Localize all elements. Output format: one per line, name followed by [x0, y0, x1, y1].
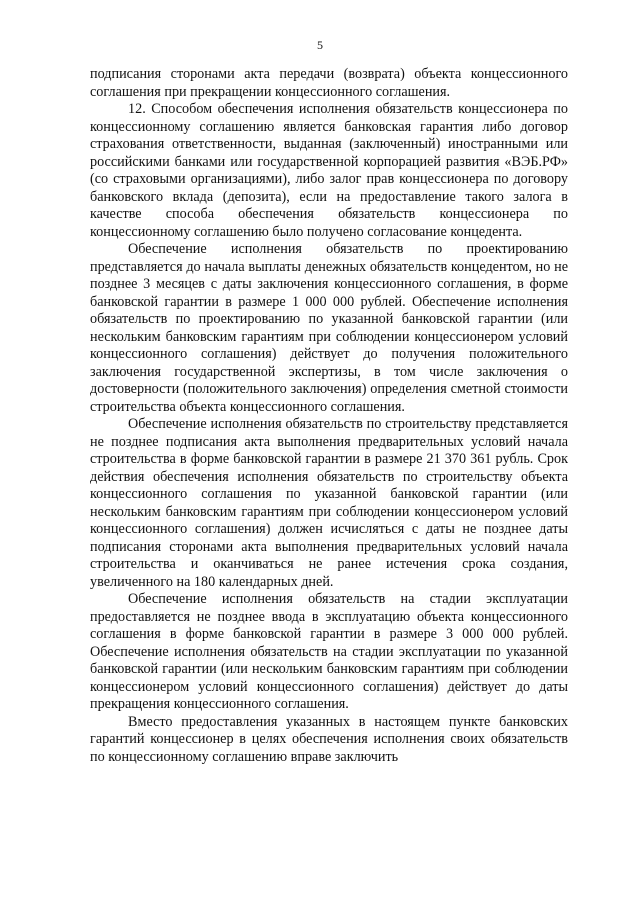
document-body: [90, 66, 568, 766]
paragraph-operation-guarantee: Обеспечение исполнения обязательств на стадии эксплуатации предоставляется не позднее ввода в эксплуатацию объекта концессионного соглашения в форме банковской гарантии в размере 3 000 000 рублей. Обеспечение исполнения обязательств на стадии эксплуатации по указанной банковской гарантии (или нескольким банковским гарантиям при соблюдении концессионером условий концессионного соглашения) действует до даты прекращения концессионного соглашения.: [90, 591, 568, 712]
paragraph-continuation: подписания сторонами акта передачи (возврата) объекта концессионного соглашения при прекращении концессионного соглашения.: [90, 66, 568, 100]
paragraph-clause-12: 12. Способом обеспечения исполнения обязательств концессионера по концессионному соглашению является банковская гарантия либо договор страхования ответственности, выданная (заключенный) иностранными или российскими банками или государственной корпорацией развития «ВЭБ.РФ» (со страховыми организациями), либо залог прав концессионера по договору банковского вклада (депозита), если на предоставление такого залога в качестве способа обеспечения обязательств концессионера по концессионному соглашению было получено согласование концедента.: [90, 101, 568, 240]
paragraph-construction-guarantee: Обеспечение исполнения обязательств по строительству представляется не позднее подписания акта выполнения предварительных условий начала строительства в форме банковской гарантии в размере 21 370 361 рубль. Срок действия обеспечения исполнения обязательств по строительству объекта концессионного соглашения по указанной банковской гарантии (или нескольким банковским гарантиям при соблюдении концессионером условий концессионного соглашения) должен исчисляться с даты не позднее даты подписания сторонами акта выполнения предварительных условий начала строительства и оканчиваться не ранее истечения срока создания, увеличенного на 180 календарных дней.: [90, 416, 568, 590]
paragraph-alternative: Вместо предоставления указанных в настоящем пункте банковских гарантий концессионер в целях обеспечения исполнения своих обязательств по концессионному соглашению вправе заключить: [90, 713, 568, 765]
paragraph-design-guarantee: Обеспечение исполнения обязательств по проектированию представляется до начала выплаты денежных обязательств концедентом, но не позднее 3 месяцев с даты заключения концессионного соглашения, в форме банковской гарантии в размере 1 000 000 рублей. Обеспечение исполнения обязательств по проектированию по указанной банковской гарантии (или нескольким банковским гарантиям при соблюдении концессионером условий концессионного соглашения) действует до получения положительного заключения государственной экспертизы, в том числе заключения о достоверности (положительного заключения) определения сметной стоимости строительства объекта концессионного соглашения.: [90, 241, 568, 415]
page-number: 5: [317, 38, 323, 52]
